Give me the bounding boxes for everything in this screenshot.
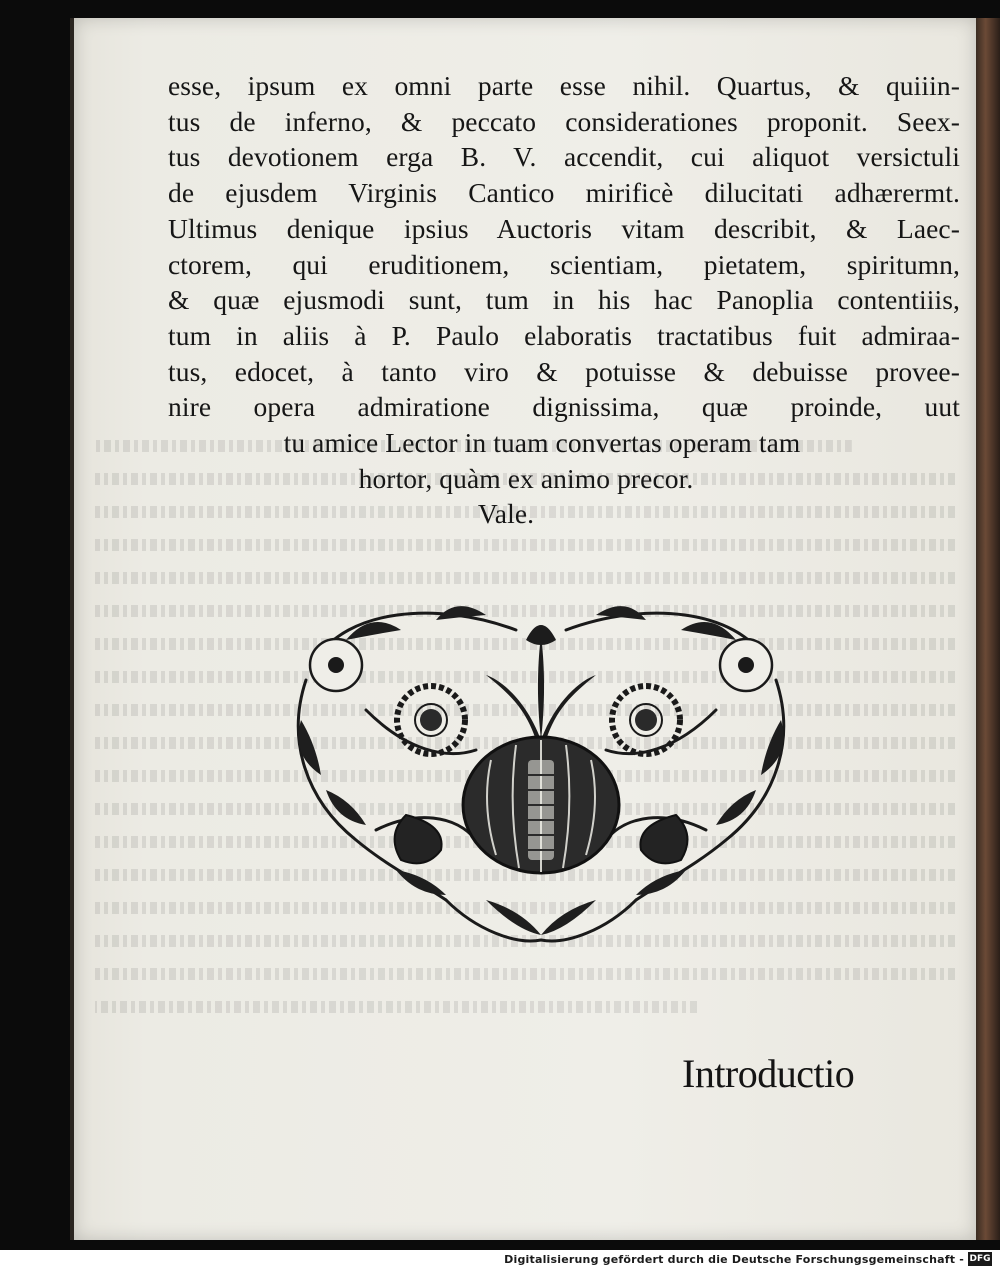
valediction: Vale. (477, 498, 535, 530)
catchword: Introductio (682, 1051, 855, 1096)
page-fore-edge (976, 18, 1000, 1240)
dfg-logo-icon: DFG (969, 1254, 991, 1264)
text-line-centered: tu amice Lector in tuam convertas operam tam (283, 427, 801, 459)
text-line: nire opera admiratione dignissima, quæ proinde, uut (168, 391, 960, 423)
text-line: esse, ipsum ex omni parte esse nihil. Quartus, & quiiin- (168, 70, 960, 101)
text-line: tus, edocet, à tanto viro & potuisse & debuisse provee- (168, 355, 960, 387)
body-text (168, 68, 960, 532)
text-line: Ultimus denique ipsius Auctoris vitam describit, & Laec- (168, 212, 960, 244)
text-line: de ejusdem Virginis Cantico mirificè dilucitati adhærermt. (168, 177, 960, 209)
text-line: tus devotionem erga B. V. accendit, cui aliquot versictuli (168, 141, 960, 173)
footer-credit: Digitalisierung gefördert durch die Deutsche Forschungsgemeinschaft - (504, 1253, 964, 1266)
text-line-centered: hortor, quàm ex animo precor. (358, 462, 694, 494)
text-line: tum in aliis à P. Paulo elaboratis tractatibus fuit admiraa- (168, 319, 960, 351)
text-line: ctorem, qui eruditionem, scientiam, pietatem, spiritumn, (168, 248, 960, 280)
pineapple-floral-vignette-icon (286, 600, 796, 950)
text-line: tus de inferno, & peccato considerationes proponit. Seex- (168, 105, 960, 137)
text-line: & quæ ejusmodi sunt, tum in his hac Panoplia contentiiis, (168, 284, 960, 316)
